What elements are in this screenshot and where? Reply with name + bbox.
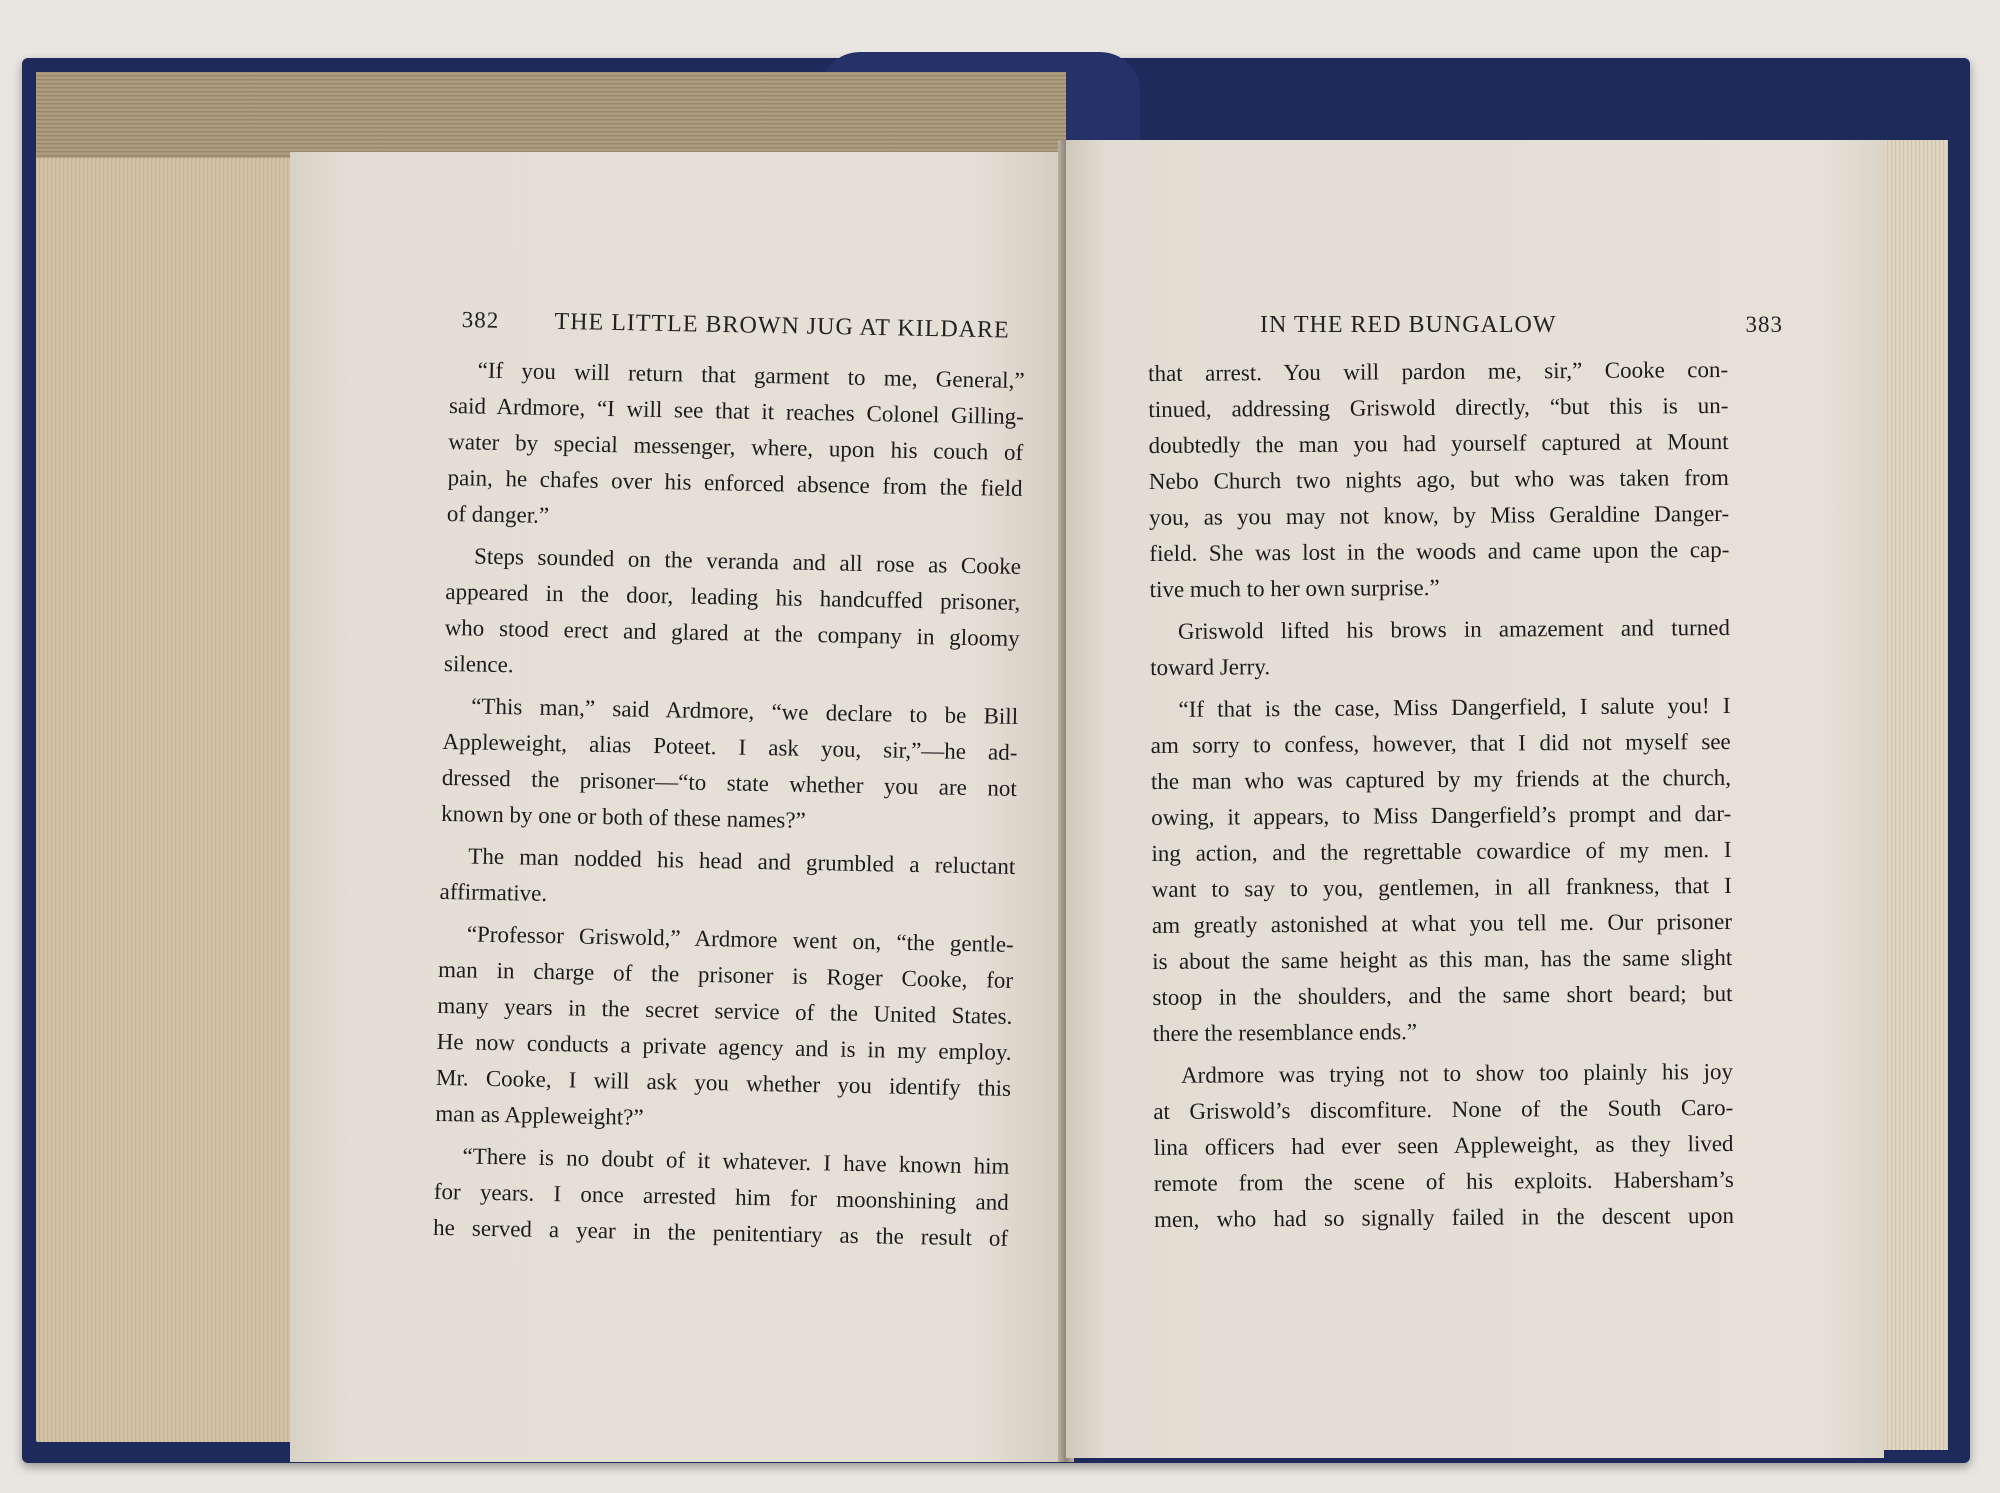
text-line: who stood erect and glared at the company in gloomy: [444, 614, 1020, 651]
text-line: Ardmore was trying not to show too plainly his joy: [1180, 1058, 1734, 1088]
text-line: “There is no doubt of it whatever. I have known him: [462, 1143, 1010, 1179]
text-line: dressed the prisoner—“to state whether you are not: [441, 764, 1017, 801]
paragraph: [447, 352, 1025, 543]
text-line: ing action, and the regrettable cowardice of my men. I: [1151, 836, 1732, 866]
text-line: at Griswold’s discomfiture. None of the South Caro-: [1153, 1094, 1734, 1124]
left-running-title: THE LITTLE BROWN JUG AT KILDARE: [554, 308, 1010, 344]
paragraph: [444, 538, 1022, 693]
text-line: remote from the scene of his exploits. Habersham’s: [1153, 1166, 1734, 1196]
text-line: toward Jerry.: [1150, 654, 1271, 680]
text-line: is about the same height as this man, has the same slight: [1152, 944, 1733, 974]
paragraph: [1153, 1054, 1734, 1238]
text-line: “Professor Griswold,” Ardmore went on, “the gentle-: [466, 921, 1014, 957]
text-line: Steps sounded on the veranda and all rose as Cooke: [473, 543, 1022, 579]
text-line: am sorry to confess, however, that I did not myself see: [1150, 728, 1731, 758]
paragraph: [435, 916, 1014, 1143]
text-line: lina officers had ever seen Appleweight, as they lived: [1153, 1130, 1734, 1160]
text-line: that arrest. You will pardon me, sir,” Cooke con-: [1148, 356, 1729, 386]
text-line: doubtedly the man you had yourself captured at Mount: [1148, 428, 1729, 458]
right-running-title: IN THE RED BUNGALOW: [1260, 312, 1557, 338]
text-line: known by one or both of these names?”: [440, 800, 807, 833]
text-line: appeared in the door, leading his handcuffed prisoner,: [445, 578, 1021, 615]
text-line: he served a year in the penitentiary as the result of: [432, 1214, 1009, 1251]
text-line: am greatly astonished at what you tell me. Our prisoner: [1151, 908, 1733, 938]
right-page-text: [1148, 352, 1734, 1238]
left-running-head: [461, 307, 1009, 345]
text-line: of danger.”: [446, 500, 550, 528]
page-edges-left: [36, 72, 296, 1442]
paragraph: [441, 688, 1019, 843]
text-line: The man nodded his head and grumbled a reluctant: [468, 843, 1016, 879]
text-line: field. She was lost in the woods and came upon the cap-: [1149, 536, 1730, 566]
text-line: He now conducts a private agency and is in my employ.: [436, 1028, 1012, 1065]
text-line: pain, he chafes over his enforced absence from the field: [447, 464, 1023, 502]
text-line: Mr. Cooke, I will ask you whether you identify this: [435, 1064, 1012, 1101]
paragraph: [439, 838, 1015, 921]
text-line: tive much to her own surprise.”: [1149, 574, 1440, 602]
text-line: water by special messenger, where, upon his couch of: [448, 428, 1024, 466]
text-line: “If you will return that garment to me, General,”: [477, 357, 1025, 394]
text-line: Appleweight, alias Poteet. I ask you, sir,”—he ad-: [442, 728, 1018, 765]
text-line: Griswold lifted his brows in amazement and turned: [1177, 614, 1730, 644]
paragraph: [1148, 352, 1730, 608]
text-line: silence.: [443, 650, 514, 678]
text-line: “If that is the case, Miss Dangerfield, I salute you! I: [1178, 692, 1731, 722]
text-line: for years. I once arrested him for moonshining and: [433, 1178, 1010, 1215]
text-line: men, who had so signally failed in the descent upon: [1153, 1202, 1735, 1232]
text-line: said Ardmore, “I will see that it reaches Colonel Gilling-: [448, 392, 1025, 430]
text-line: man as Appleweight?”: [435, 1100, 644, 1130]
page-edges-right: [1880, 140, 1948, 1450]
text-line: you, as you may not know, by Miss Geraldine Danger-: [1149, 500, 1730, 530]
text-line: the man who was captured by my friends at the church,: [1150, 764, 1732, 794]
text-line: affirmative.: [439, 878, 548, 906]
text-line: many years in the secret service of the United States.: [437, 992, 1013, 1029]
text-line: “This man,” said Ardmore, “we declare to be Bill: [470, 693, 1019, 729]
paragraph: [433, 1138, 1010, 1257]
text-line: owing, it appears, to Miss Dangerfield’s prompt and dar-: [1151, 800, 1732, 830]
text-line: man in charge of the prisoner is Roger Cooke, for: [437, 956, 1014, 993]
paragraph: [1150, 610, 1730, 686]
right-running-head: [1260, 312, 1783, 339]
text-line: Nebo Church two nights ago, but who was taken from: [1148, 464, 1729, 494]
paragraph: [1150, 688, 1732, 1052]
text-line: stoop in the shoulders, and the same short beard; but: [1152, 980, 1733, 1010]
left-page: [290, 152, 1065, 1462]
right-page: [1066, 140, 1884, 1458]
text-line: tinued, addressing Griswold directly, “but this is un-: [1148, 392, 1729, 422]
left-page-text: [433, 352, 1025, 1257]
left-page-number: 382: [461, 307, 500, 333]
right-page-number: 383: [1745, 312, 1783, 337]
page-edges-top: [36, 72, 1066, 158]
text-line: want to say to you, gentlemen, in all frankness, that I: [1151, 872, 1732, 902]
text-line: there the resemblance ends.”: [1152, 1019, 1418, 1046]
